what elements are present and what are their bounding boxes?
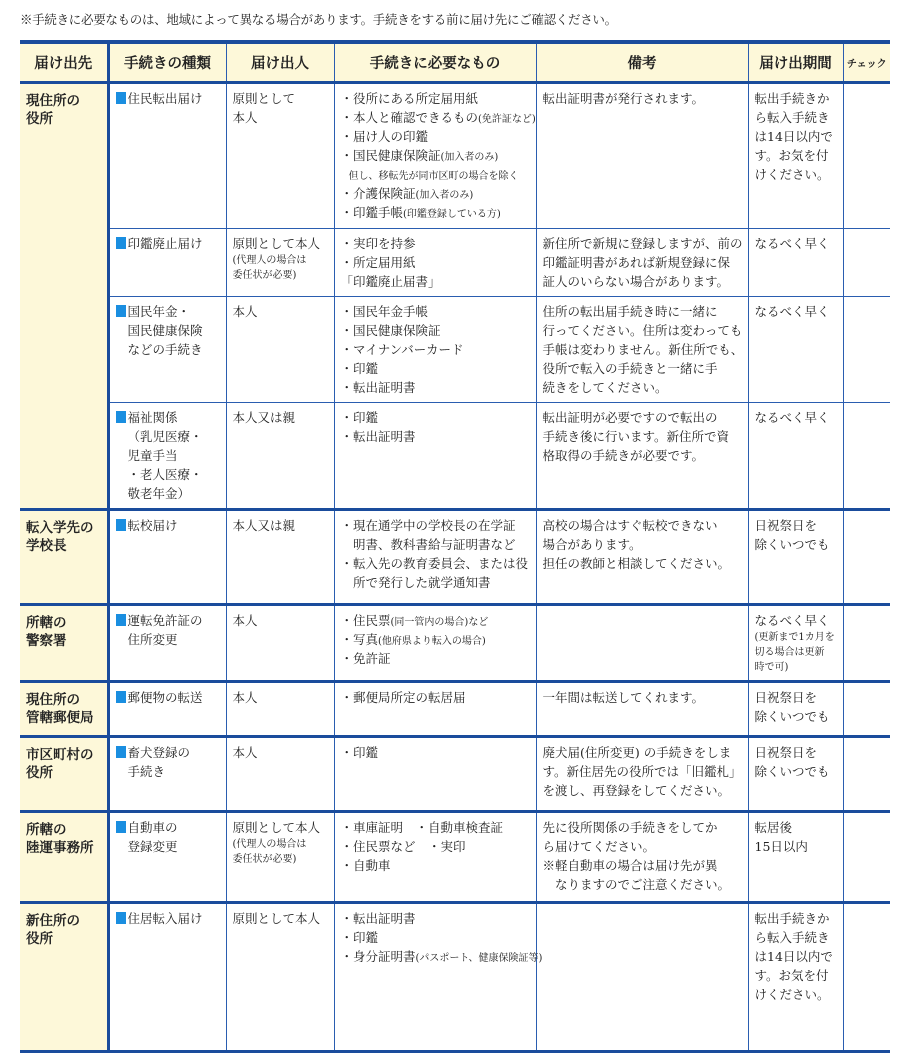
remarks-cell (536, 811, 748, 902)
office-cell (20, 604, 108, 681)
procedure-line (116, 302, 220, 321)
applicant-line: 本人 (232, 689, 258, 705)
applicant-line: 本人 (232, 612, 258, 628)
period-line: なるべく早く (754, 235, 830, 251)
requirements-cell (334, 228, 536, 296)
moving-procedures-table (20, 40, 890, 1053)
check-cell[interactable] (843, 228, 890, 296)
requirement-text: ・実印を持参 (340, 235, 416, 251)
remark-line: 印鑑証明書があれば新規登録に保 (542, 254, 731, 270)
period-line: 転出手続きか (754, 90, 830, 106)
office-line: 現住所の (26, 92, 80, 109)
requirement-text: ・印鑑 (340, 360, 379, 376)
remark-line: 廃犬届(住所変更) の手続きをしま (542, 744, 732, 760)
check-cell[interactable] (843, 82, 890, 228)
procedure-text: 登録変更 (127, 838, 178, 854)
header-row (20, 42, 890, 82)
requirement-text: ・本人と確認できるもの (340, 109, 479, 125)
procedure-cell (108, 509, 226, 604)
requirement-text: ・身分証明書 (340, 948, 416, 964)
period-line: は14日以内で (754, 128, 833, 144)
procedure-line (116, 837, 220, 856)
requirement-item (341, 127, 530, 146)
requirements-cell (334, 604, 536, 681)
period-cell (748, 902, 843, 1051)
requirement-item (341, 234, 530, 253)
period-note: (更新まで1カ月を (754, 631, 835, 643)
requirement-item (341, 649, 530, 668)
period-line: す。お気を付 (754, 967, 829, 983)
requirement-text: ・所定届用紙 (340, 254, 416, 270)
remarks-cell (536, 82, 748, 228)
remark-line: ら届けてください。 (542, 838, 656, 854)
remarks-cell (536, 736, 748, 811)
table-row (20, 228, 890, 296)
requirement-item (341, 611, 530, 630)
requirement-note: (他府県より転入の場合) (378, 635, 486, 647)
period-cell (748, 681, 843, 736)
requirements-cell (334, 736, 536, 811)
check-cell[interactable] (843, 509, 890, 604)
applicant-cell (226, 736, 334, 811)
applicant-note: 委任状が必要) (232, 853, 297, 865)
requirement-text: ・役所にある所定届用紙 (340, 90, 479, 106)
requirement-text: ・転出証明書 (340, 428, 416, 444)
period-line: なるべく早く (754, 409, 830, 425)
header-requirements: 手続きに必要なもの (334, 42, 536, 82)
requirement-item (341, 408, 530, 427)
procedure-text: ・老人医療・ (127, 466, 203, 482)
requirements-cell (334, 681, 536, 736)
period-line: ら転入手続き (754, 929, 830, 945)
requirement-text: ・マイナンバーカード (340, 341, 464, 357)
requirement-text: ・印鑑 (340, 409, 379, 425)
procedure-text: 運転免許証の (127, 612, 203, 628)
applicant-cell (226, 811, 334, 902)
period-line: 日祝祭日を (754, 744, 818, 760)
procedure-line (116, 762, 220, 781)
requirement-item (341, 302, 530, 321)
requirement-text: ・印鑑 (340, 929, 379, 945)
header-applicant: 届け出人 (226, 42, 334, 82)
procedure-line (116, 484, 220, 503)
marker-square-icon (116, 821, 126, 833)
office-cell (20, 82, 108, 509)
remark-line: 一年間は転送してくれます。 (542, 689, 705, 705)
remarks-cell (536, 604, 748, 681)
procedure-text: 畜犬登録の (127, 744, 191, 760)
remark-line: ※軽自動車の場合は届け先が異 (542, 857, 718, 873)
requirement-item (341, 272, 530, 291)
procedure-text: 国民健康保険 (127, 322, 203, 338)
procedure-text: 住居転入届け (127, 910, 203, 926)
header-check: チェック (843, 42, 890, 82)
period-line: 転居後 (754, 819, 793, 835)
requirements-cell (334, 509, 536, 604)
requirement-text: ・介護保険証 (340, 185, 416, 201)
remark-line: 手帳は変わりません。新住所でも、 (542, 341, 744, 357)
table-row (20, 296, 890, 402)
procedure-line (116, 909, 220, 928)
remarks-cell (536, 509, 748, 604)
requirement-note: 但し、移転先が同市区町の場合を除く (348, 170, 519, 182)
period-line: 転出手続きか (754, 910, 830, 926)
office-line: 所轄の (26, 614, 67, 631)
remark-line: 担任の教師と相談してください。 (542, 555, 731, 571)
remarks-cell (536, 902, 748, 1051)
period-line: なるべく早く (754, 612, 830, 628)
requirement-text: ・国民健康保険証 (340, 147, 441, 163)
marker-square-icon (116, 411, 126, 423)
requirement-text: ・住民票 (340, 612, 391, 628)
period-line: 除くいつでも (754, 536, 830, 552)
remarks-cell (536, 296, 748, 402)
procedure-text: 住所変更 (127, 631, 178, 647)
procedure-line (116, 340, 220, 359)
header-period: 届け出期間 (748, 42, 843, 82)
office-cell (20, 811, 108, 902)
requirement-item (341, 165, 530, 184)
procedure-line (116, 743, 220, 762)
applicant-cell (226, 296, 334, 402)
requirement-text: 「印鑑廃止届書」 (340, 273, 441, 289)
office-line: 役所 (26, 764, 53, 781)
office-line: 役所 (26, 930, 53, 947)
marker-square-icon (116, 237, 126, 249)
check-cell[interactable] (843, 402, 890, 509)
requirement-item (341, 184, 530, 203)
procedure-line (116, 408, 220, 427)
procedure-text: 自動車の (127, 819, 178, 835)
requirement-item (341, 909, 530, 928)
requirement-item (341, 427, 530, 446)
procedure-cell (108, 902, 226, 1051)
applicant-cell (226, 681, 334, 736)
check-cell[interactable] (843, 902, 890, 1051)
procedure-text: 住民転出届け (127, 90, 203, 106)
office-line: 管轄郵便局 (26, 709, 94, 726)
applicant-line: 本人 (232, 744, 258, 760)
remark-line: 手続き後に行います。新住所で資 (542, 428, 730, 444)
requirement-text: 明書、教科書給与証明書など (340, 536, 516, 552)
procedure-text: （乳児医療・ (127, 428, 203, 444)
procedure-text: 国民年金・ (127, 303, 191, 319)
marker-square-icon (116, 614, 126, 626)
period-line: けください。 (754, 166, 830, 182)
requirement-text: ・届け人の印鑑 (340, 128, 429, 144)
requirement-item (341, 535, 530, 554)
period-note: 切る場合は更新 (754, 646, 825, 658)
period-cell (748, 228, 843, 296)
marker-square-icon (116, 746, 126, 758)
remark-line: 新住所で新規に登録しますが、前の (542, 235, 743, 251)
applicant-cell (226, 82, 334, 228)
requirement-text: ・免許証 (340, 650, 391, 666)
period-cell (748, 296, 843, 402)
remarks-cell (536, 402, 748, 509)
period-line: は14日以内で (754, 948, 833, 964)
requirement-item (341, 516, 530, 535)
procedure-line (116, 818, 220, 837)
check-cell[interactable] (843, 736, 890, 811)
procedure-text: 転校届け (127, 517, 178, 533)
office-line: 学校長 (26, 537, 67, 554)
period-line: なるべく早く (754, 303, 830, 319)
procedure-text: などの手続き (127, 341, 203, 357)
remark-line: 住所の転出届手続き時に一緒に (542, 303, 718, 319)
marker-square-icon (116, 912, 126, 924)
applicant-cell (226, 902, 334, 1051)
remark-line: 転出証明書が発行されます。 (542, 90, 705, 106)
requirement-text: ・自動車 (340, 857, 391, 873)
requirement-item (340, 108, 536, 127)
remark-line: 転出証明が必要ですので転出の (542, 409, 718, 425)
remark-line: 高校の場合はすぐ転校できない (542, 517, 718, 533)
remark-line: 行ってください。住所は変わっても (542, 322, 743, 338)
requirements-cell (334, 82, 536, 228)
remark-line: 先に役所関係の手続きをしてか (542, 819, 718, 835)
period-cell (748, 604, 843, 681)
procedure-line (116, 465, 220, 484)
requirement-item (341, 146, 530, 165)
period-line: 除くいつでも (754, 708, 830, 724)
procedure-text: 印鑑廃止届け (127, 235, 203, 251)
procedure-text: 児童手当 (127, 447, 178, 463)
period-note: 時で可) (754, 661, 789, 673)
requirement-item (341, 203, 530, 222)
requirement-item (341, 573, 530, 592)
applicant-line: 本人 (232, 303, 258, 319)
requirement-item (341, 856, 530, 875)
requirements-cell (334, 811, 536, 902)
table-row (20, 811, 890, 902)
period-cell (748, 82, 843, 228)
procedure-cell (108, 681, 226, 736)
applicant-line: 原則として本人 (232, 235, 321, 251)
procedure-cell (108, 604, 226, 681)
remark-line: す。新住居先の役所では「旧鑑札」 (542, 763, 742, 779)
remark-line: 続きをしてください。 (542, 379, 668, 395)
period-line: けください。 (754, 986, 830, 1002)
requirement-item (341, 554, 530, 573)
office-line: 転入学先の (26, 519, 94, 536)
office-line: 役所 (26, 110, 53, 127)
check-cell[interactable] (843, 604, 890, 681)
applicant-line: 本人又は親 (232, 517, 296, 533)
requirement-text: ・転出証明書 (340, 910, 416, 926)
requirements-cell (334, 902, 543, 1051)
marker-square-icon (116, 92, 126, 104)
period-cell (748, 402, 843, 509)
procedure-line (116, 611, 220, 630)
applicant-cell (226, 228, 334, 296)
period-line: す。お気を付 (754, 147, 829, 163)
period-line: 日祝祭日を (754, 517, 818, 533)
requirement-item (341, 630, 530, 649)
procedure-cell (108, 736, 226, 811)
applicant-line: 原則として本人 (232, 819, 321, 835)
remark-line: 場合があります。 (542, 536, 642, 552)
requirement-note: (印鑑登録している方) (403, 208, 501, 220)
table-row (20, 681, 890, 736)
table-row (20, 604, 890, 681)
requirement-item (341, 378, 530, 397)
requirement-item (340, 947, 543, 966)
period-line: 除くいつでも (754, 763, 830, 779)
applicant-note: (代理人の場合は (232, 838, 307, 850)
procedure-text: 敬老年金） (127, 485, 191, 501)
table-row (20, 736, 890, 811)
requirement-item (341, 253, 530, 272)
applicant-line: 本人又は親 (232, 409, 296, 425)
requirement-item (341, 818, 530, 837)
requirement-text: ・現在通学中の学校長の在学証 (340, 517, 516, 533)
procedure-line (116, 321, 220, 340)
office-line: 警察署 (26, 632, 67, 649)
requirement-item (341, 340, 530, 359)
procedure-line (116, 516, 220, 535)
applicant-cell (226, 509, 334, 604)
office-cell (20, 509, 108, 604)
requirement-text: ・写真 (340, 631, 379, 647)
table-row (20, 509, 890, 604)
procedure-line (116, 630, 220, 649)
remarks-cell (536, 228, 748, 296)
office-line: 市区町村の (26, 746, 94, 763)
applicant-line: 原則として本人 (232, 910, 321, 926)
marker-square-icon (116, 691, 126, 703)
requirement-note: (加入者のみ) (415, 189, 474, 201)
requirement-text: 所で発行した就学通知書 (340, 574, 491, 590)
requirement-text: ・転入先の教育委員会、または役 (340, 555, 529, 571)
period-line: ら転入手続き (754, 109, 830, 125)
requirement-note: (パスポート、健康保険証等) (415, 952, 543, 964)
applicant-cell (226, 402, 334, 509)
requirement-text: ・転出証明書 (340, 379, 416, 395)
requirements-cell (334, 402, 536, 509)
remark-line: 格取得の手続きが必要です。 (542, 447, 705, 463)
requirement-item (341, 928, 530, 947)
requirement-item (341, 89, 530, 108)
procedure-cell (108, 228, 226, 296)
procedure-cell (108, 296, 226, 402)
remarks-cell (536, 681, 748, 736)
procedure-cell (108, 811, 226, 902)
marker-square-icon (116, 519, 126, 531)
table-row (20, 402, 890, 509)
requirement-text: ・国民年金手帳 (340, 303, 429, 319)
office-line: 現住所の (26, 691, 80, 708)
period-cell (748, 736, 843, 811)
applicant-line: 本人 (232, 109, 258, 125)
header-procedure: 手続きの種類 (108, 42, 226, 82)
applicant-cell (226, 604, 334, 681)
requirement-text: ・住民票など ・実印 (340, 838, 466, 854)
period-cell (748, 811, 843, 902)
applicant-line: 原則として (232, 90, 296, 106)
office-line: 陸運事務所 (26, 839, 94, 856)
requirement-item (341, 688, 530, 707)
marker-square-icon (116, 305, 126, 317)
procedure-text: 福祉関係 (127, 409, 178, 425)
check-cell[interactable] (843, 681, 890, 736)
table-row (20, 82, 890, 228)
remark-line: を渡し、再登録をしてください。 (542, 782, 731, 798)
procedure-line (116, 446, 220, 465)
procedure-text: 郵便物の転送 (127, 689, 203, 705)
period-line: 日祝祭日を (754, 689, 818, 705)
header-remarks: 備考 (536, 42, 748, 82)
top-note: ※手続きに必要なものは、地域によって異なる場合があります。手続きをする前に届け先にご確認ください。 (20, 12, 617, 27)
requirement-item (341, 837, 530, 856)
procedure-line (116, 427, 220, 446)
requirement-text: ・印鑑 (340, 744, 379, 760)
check-cell[interactable] (843, 811, 890, 902)
office-line: 所轄の (26, 821, 67, 838)
requirement-note: (免許証など) (478, 113, 536, 125)
procedure-line (116, 234, 220, 253)
procedure-line (116, 89, 220, 108)
requirement-text: ・印鑑手帳 (340, 204, 404, 220)
requirement-item (341, 321, 530, 340)
remark-line: 役所で転入の手続きと一緒に手 (542, 360, 718, 376)
remark-line: なりますのでご注意ください。 (542, 876, 731, 892)
procedure-cell (108, 402, 226, 509)
remark-line: 証人のいらない場合があります。 (542, 273, 730, 289)
office-cell (20, 902, 108, 1051)
header-office: 届け出先 (20, 42, 108, 82)
applicant-note: (代理人の場合は (232, 254, 307, 266)
requirement-text: ・国民健康保険証 (340, 322, 441, 338)
procedure-line (116, 688, 220, 707)
office-line: 新住所の (26, 912, 80, 929)
office-cell (20, 736, 108, 811)
requirement-note: (加入者のみ) (440, 151, 499, 163)
table-row (20, 902, 890, 1051)
requirement-text: ・車庫証明 ・自動車検査証 (340, 819, 504, 835)
requirement-item (341, 359, 530, 378)
procedure-text: 手続き (127, 763, 166, 779)
requirement-note: (同一管内の場合)など (390, 616, 489, 628)
period-cell (748, 509, 843, 604)
check-cell[interactable] (843, 296, 890, 402)
requirements-cell (334, 296, 536, 402)
period-line: 15日以内 (754, 838, 808, 854)
office-cell (20, 681, 108, 736)
applicant-note: 委任状が必要) (232, 269, 297, 281)
requirement-text: ・郵便局所定の転居届 (340, 689, 466, 705)
procedure-cell (108, 82, 226, 228)
requirement-item (341, 743, 530, 762)
